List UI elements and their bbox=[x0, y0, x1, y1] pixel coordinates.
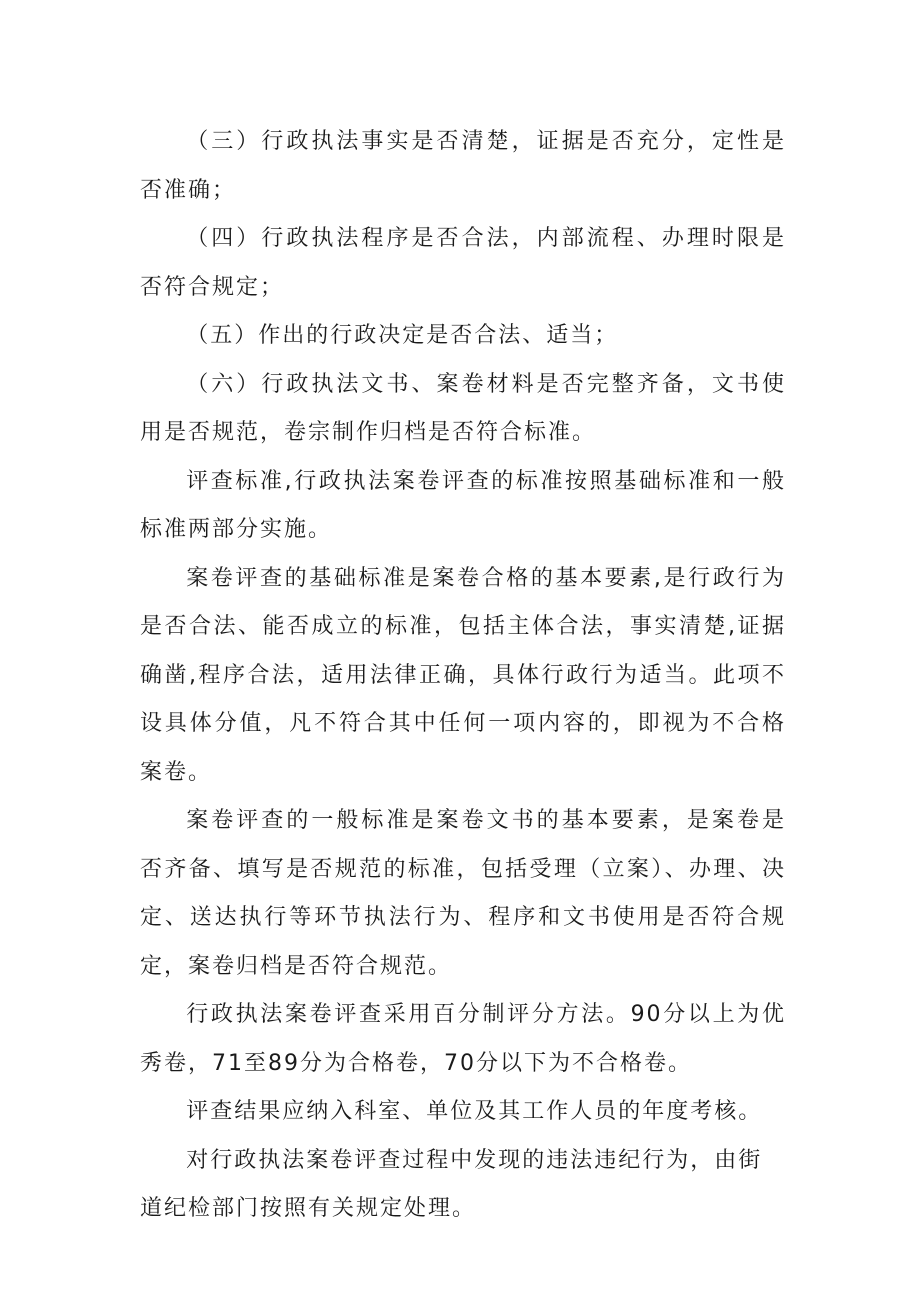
paragraph-annual-assessment: 评查结果应纳入科室、单位及其工作人员的年度考核。 bbox=[186, 1099, 763, 1124]
paragraph-discipline-handling: 对行政执法案卷评查过程中发现的违法违纪行为，由街道纪检部门按照有关规定处理。 bbox=[140, 1147, 763, 1221]
paragraph-review-standards: 评查标准,行政执法案卷评查的标准按照基础标准和一般标准两部分实施。 bbox=[140, 468, 786, 542]
paragraph-scoring-method: 行政执法案卷评查采用百分制评分方法。90分以上为优秀卷，71至89分为合格卷，70分以下为不合格卷。 bbox=[140, 1002, 786, 1076]
paragraph-item-3-accuracy: （三）行政执法事实是否清楚，证据是否充分，定性是否准确； bbox=[140, 129, 786, 203]
document-page bbox=[140, 118, 786, 1234]
paragraph-item-5-decision: （五）作出的行政决定是否合法、适当； bbox=[186, 323, 619, 348]
paragraph-item-4-procedure: （四）行政执法程序是否合法，内部流程、办理时限是否符合规定； bbox=[140, 226, 786, 300]
paragraph-item-6-documents: （六）行政执法文书、案卷材料是否完整齐备，文书使用是否规范，卷宗制作归档是否符合标准。 bbox=[140, 371, 786, 445]
paragraph-basic-standard: 案卷评查的基础标准是案卷合格的基本要素,是行政行为是否合法、能否成立的标准，包括主体合法，事实清楚,证据确凿,程序合法，适用法律正确，具体行政行为适当。此项不设具体分值，凡不符合其中任何一项内容的，即视为不合格案卷。 bbox=[140, 565, 786, 785]
paragraph-general-standard: 案卷评查的一般标准是案卷文书的基本要素，是案卷是否齐备、填写是否规范的标准，包括受理（立案）、办理、决定、送达执行等环节执法行为、程序和文书使用是否符合规定，案卷归档是否符合规范。 bbox=[140, 808, 786, 979]
